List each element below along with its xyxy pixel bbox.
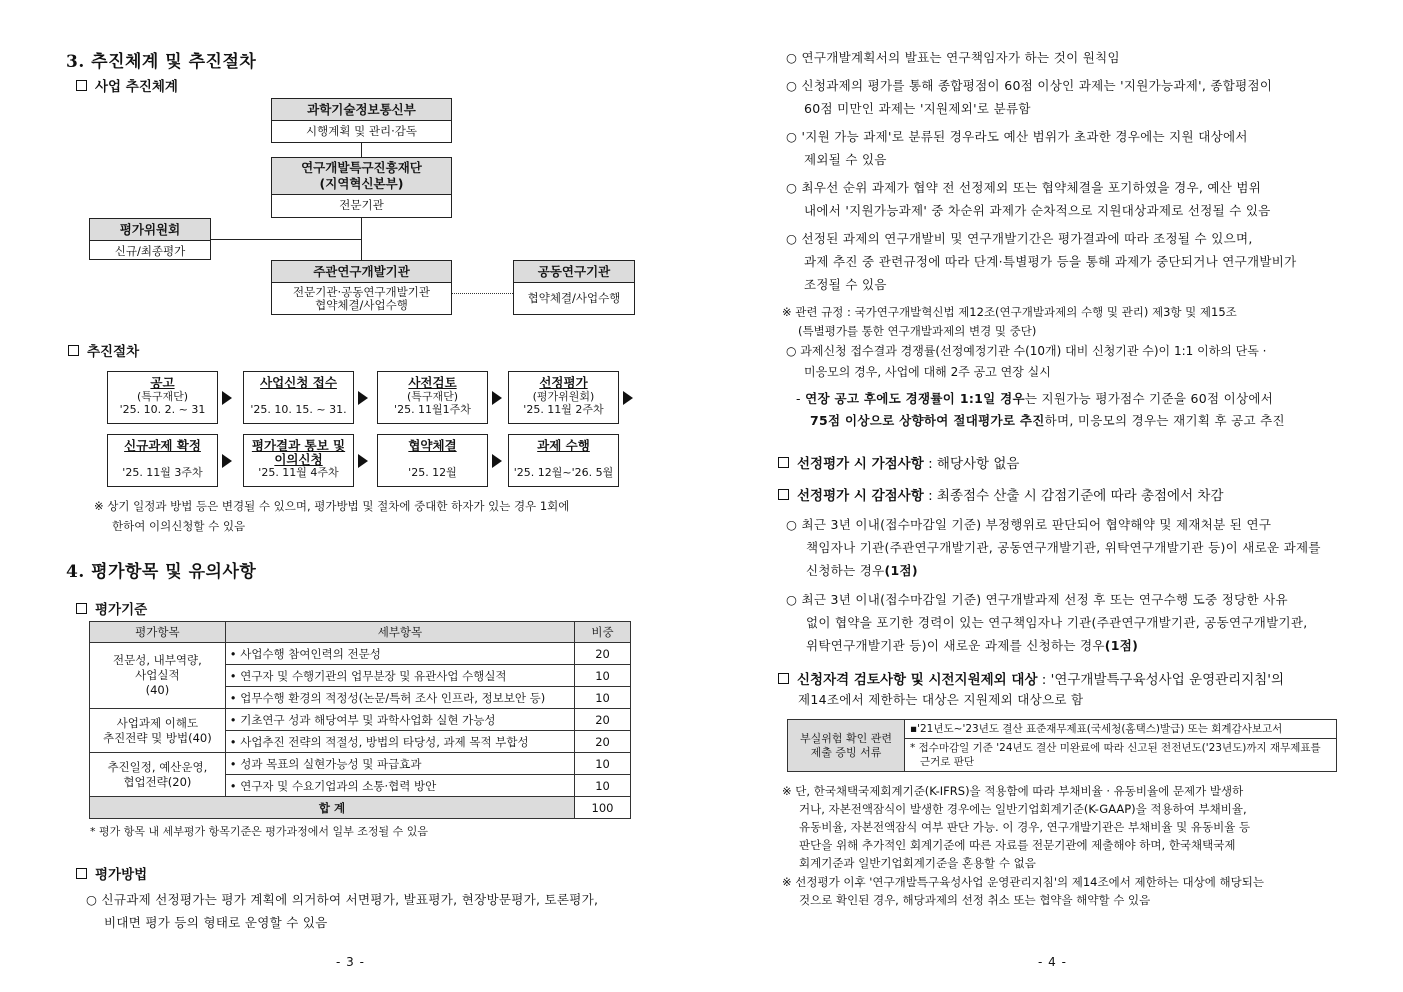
criteria-category (90, 643, 226, 709)
proc-note-cont: 한하여 이의신청할 수 있음 (112, 519, 246, 533)
org-box-lead-institution (271, 260, 452, 315)
eligibility-heading-title: 신청자격 검토사항 및 시전지원제외 대상 (797, 672, 1038, 688)
criteria-item: • 성과 목표의 실현가능성 및 파급효과 (225, 753, 574, 775)
process-step-owner (378, 453, 487, 466)
method-text-cont: 비대면 평가 등의 형태로 운영할 수 있음 (104, 915, 328, 930)
regulation-note: ※ 관련 규정 : 국가연구개발혁신법 제12조(연구개발과제의 수행 및 관리) 제3항 및 제15조 (782, 305, 1237, 319)
penalty-heading-title: 선정평가 시 감점사항 (797, 488, 924, 504)
bullet-text-cont: 조정될 수 있음 (804, 277, 887, 292)
process-step-owner (509, 453, 618, 466)
category-line: (40) (145, 683, 170, 697)
checkbox-square-icon (778, 489, 789, 500)
table-row (90, 709, 631, 731)
table-row (90, 753, 631, 775)
org-box-foundation (271, 157, 452, 218)
bonus-heading (778, 452, 1019, 472)
process-step-date: '25. 10. 15. ~ 31. (250, 403, 347, 416)
arrow-right-icon (222, 454, 232, 468)
checkbox-square-icon (76, 80, 87, 91)
org-box-body: 시행계획 및 관리·감독 (306, 124, 417, 138)
process-step (508, 371, 619, 424)
arrow-right-icon (222, 391, 232, 405)
process-step-date: '25. 11월 4주차 (258, 466, 339, 479)
bullet-text-cont (806, 559, 918, 582)
process-step (377, 434, 488, 487)
process-step (243, 371, 354, 424)
dash-text-cont (810, 409, 1285, 432)
process-step-date: '25. 12월~'26. 5월 (513, 466, 614, 479)
org-box-committee (89, 218, 211, 260)
process-step-title: 사업신청 접수 (260, 375, 337, 390)
bullet-text: ○ 신청과제의 평가를 통해 종합평점이 60점 이상인 과제는 '지원가능과제', 종합평점이 (786, 78, 1273, 93)
accounting-note-cont: 판단을 위해 추가적인 회계기준에 따른 자료를 전문기관에 제출해야 하며, 한국채택국제 (799, 838, 1236, 852)
process-step-title: 신규과제 확정 (124, 438, 201, 453)
category-line: 추진일정, 예산운영, (107, 759, 208, 774)
process-step-owner (108, 453, 217, 466)
process-step-title: 과제 수행 (537, 438, 590, 453)
dash-text-rest: 는 지원가능 평가점수 기준을 60점 이상에서 (1024, 391, 1274, 406)
criteria-category (90, 709, 226, 753)
accounting-note: ※ 단, 한국채택국제회계기준(K-IFRS)을 적용함에 따라 부채비율 · 유동비율에 문제가 발생하 (782, 784, 1244, 798)
proc-note: ※ 상기 일정과 방법 등은 변경될 수 있으며, 평가방법 및 절차에 중대한 하자가 있는 경우 1회에 (94, 499, 570, 513)
penalty-point: (1점) (884, 563, 918, 578)
process-step-title: 평가결과 통보 및 (251, 438, 346, 453)
criteria-heading (76, 598, 147, 618)
method-heading-text: 평가방법 (95, 867, 148, 883)
dash-text-rest: 하며, 미응모의 경우는 재기획 후 공고 추진 (1044, 413, 1285, 428)
criteria-weight: 10 (575, 775, 631, 797)
checkbox-square-icon (76, 603, 87, 614)
section-4-title: 4. 평가항목 및 유의사항 (66, 562, 257, 582)
bullet-text: ○ 최우선 순위 과제가 협약 전 선정제외 또는 협약체결을 포기하였을 경우, 예산 범위 (786, 180, 1262, 195)
arrow-right-icon (492, 391, 502, 405)
org-box-title: 공동연구기관 (514, 261, 634, 283)
org-box-body (272, 283, 451, 316)
criteria-heading-text: 평가기준 (95, 602, 148, 618)
bullet-text: ○ 과제신청 접수결과 경쟁률(선정예정기관 수(10개) 대비 신청기관 수)이 1:1 이하의 단독 · (786, 344, 1267, 358)
total-row (90, 797, 631, 819)
process-step-title: 사전검토 (408, 375, 457, 390)
total-value: 100 (575, 797, 631, 819)
criteria-weight: 10 (575, 687, 631, 709)
criteria-weight: 20 (575, 731, 631, 753)
criteria-note: * 평가 항목 내 세부평가 항목기준은 평가과정에서 일부 조정될 수 있음 (90, 825, 428, 838)
penalty-heading (778, 484, 1223, 504)
table-header-cell: 세부항목 (225, 622, 574, 643)
bullet-text-cont: 내에서 '지원가능과제' 중 차순위 과제가 순차적으로 지원대상과제로 선정될 수 있음 (804, 203, 1271, 218)
criteria-item: • 기초연구 성과 해당여부 및 과학사업화 실현 가능성 (225, 709, 574, 731)
method-text: ○ 신규과제 선정평가는 평가 계획에 의거하여 서면평가, 발표평가, 현장방문평가, 토론평가, (86, 892, 599, 907)
bullet-text-cont: 과제 추진 중 관련규정에 따라 단계·특별평가 등을 통해 과제가 중단되거나 연구개발비가 (804, 254, 1297, 269)
bullet-text: ○ 최근 3년 이내(접수마감일 기준) 연구개발과제 선정 후 또는 연구수행 도중 정당한 사유 (786, 592, 1288, 607)
arrow-right-icon (358, 454, 368, 468)
bullet-text-rest: 위탁연구개발기관 등)이 새로운 과제를 신청하는 경우 (806, 638, 1105, 653)
process-step-date: '25. 11월1주차 (394, 403, 471, 416)
process-step-title: 공고 (150, 375, 175, 390)
penalty-heading-rest: : 최종점수 산출 시 감점기준에 따라 총점에서 차감 (923, 488, 1224, 504)
process-step (508, 434, 619, 487)
penalty-point: (1점) (1104, 638, 1139, 653)
regulation-note-cont: (특별평가를 통한 연구개발과제의 변경 및 중단) (798, 324, 1037, 338)
criteria-weight: 10 (575, 665, 631, 687)
criteria-item: • 연구자 및 수행기관의 업무분장 및 유관사업 수행실적 (225, 665, 574, 687)
total-label: 합 계 (90, 797, 575, 819)
eligibility-heading-rest: : '연구개발특구육성사업 운영관리지침'의 (1037, 672, 1285, 688)
org-box-title (272, 158, 451, 195)
bullet-text-cont: 책임자나 기관(주관연구개발기관, 공동연구개발기관, 위탁연구개발기관 등)이 새로운 과제를 (806, 540, 1321, 555)
bullet-text: ○ 선정된 과제의 연구개발비 및 연구개발기간은 평가결과에 따라 조정될 수 있으며, (786, 231, 1253, 246)
dash-text (796, 387, 1273, 410)
criteria-item: • 업무수행 환경의 적정성(논문/특허 조사 인프라, 정보보안 등) (225, 687, 574, 709)
bullet-text-cont: 없이 협약을 포기한 경력이 있는 연구책임자나 기관(주관연구개발기관, 공동연구개발기관, (806, 615, 1308, 630)
section-3-title: 3. 추진체계 및 추진절차 (66, 52, 257, 72)
cancellation-note: ※ 선정평가 이후 '연구개발특구육성사업 운영관리지침'의 제14조에서 제한하는 대상에 해당되는 (782, 875, 1264, 889)
bullet-text: ○ 최근 3년 이내(접수마감일 기준) 부정행위로 판단되어 협약해약 및 제재처분 된 연구 (786, 517, 1272, 532)
method-heading (76, 863, 147, 883)
bonus-heading-rest: : 해당사항 없음 (923, 456, 1020, 472)
category-line: 추진전략 및 방법(40) (103, 730, 212, 745)
org-box-body: 협약체결/사업수행 (527, 291, 621, 305)
bullet-text-cont (806, 634, 1138, 657)
risk-doc-row (905, 739, 1337, 772)
bullet-text-cont: 미응모의 경우, 사업에 대해 2주 공고 연장 실시 (804, 365, 1051, 379)
arrow-right-icon (358, 391, 368, 405)
page-3 (0, 0, 700, 992)
process-step-owner: (평가위원회) (532, 390, 595, 403)
category-line: 사업실적 (135, 668, 180, 682)
org-heading (76, 75, 178, 95)
bullet-text: ○ 연구개발계획서의 발표는 연구책임자가 하는 것이 원칙임 (786, 50, 1120, 65)
dash-mark: - (796, 391, 806, 406)
process-step (107, 434, 218, 487)
accounting-note-cont: 거나, 자본전액잠식이 발생한 경우에는 일반기업회계기준(K-GAAP)을 적용하여 부채비율, (799, 802, 1247, 816)
process-step-owner (244, 390, 353, 403)
org-box-body: 신규/최종평가 (114, 244, 186, 258)
risk-label-line: 제출 증빙 서류 (810, 745, 882, 759)
process-step-owner: 이의신청 (274, 452, 323, 467)
risk-doc-label (788, 720, 905, 772)
process-step-date: '25. 11월 2주차 (523, 403, 604, 416)
risk-doc-row: ▪'21년도~'23년도 결산 표준재무제표(국세청(홈택스)발급) 또는 회계감사보고서 (905, 720, 1337, 739)
criteria-item: • 사업추진 전략의 적절성, 방법의 타당성, 과제 목적 부합성 (225, 731, 574, 753)
process-step-title: 선정평가 (539, 375, 588, 390)
criteria-weight: 20 (575, 643, 631, 665)
bullet-text-rest: 신청하는 경우 (806, 563, 885, 578)
process-step-title: 협약체결 (408, 438, 457, 453)
org-body-line: 협약체결/사업수행 (315, 298, 408, 312)
criteria-weight: 20 (575, 709, 631, 731)
criteria-weight: 10 (575, 753, 631, 775)
checkbox-square-icon (68, 345, 79, 356)
process-step (377, 371, 488, 424)
org-box-body: 전문기관 (339, 198, 384, 212)
criteria-item: • 연구자 및 수요기업과의 소통·협력 방안 (225, 775, 574, 797)
eligibility-text-cont: 제14조에서 제한하는 대상은 지원제외 대상으로 함 (798, 692, 1084, 707)
category-line: 전문성, 내부역량, (113, 653, 202, 667)
arrow-right-icon (492, 454, 502, 468)
category-line: 사업과제 이해도 (116, 715, 199, 730)
table-row (90, 643, 631, 665)
org-title-line: 연구개발특구진흥재단 (301, 160, 422, 175)
emphasis-text: 연장 공고 후에도 경쟁률이 1:1일 경우 (805, 391, 1025, 406)
page-4 (702, 0, 1403, 992)
risk-label-line: 부실위험 확인 관련 (799, 731, 892, 745)
emphasis-text: 75점 이상으로 상향하여 절대평가로 추진 (810, 413, 1045, 428)
criteria-category (90, 753, 226, 797)
category-line: 협업전략(20) (123, 774, 192, 789)
page-number: - 3 - (336, 955, 365, 969)
risk-doc-line: * 접수마감일 기준 '24년도 결산 미완료에 따라 신고된 전전년도('23년도)까지 재무제표를 (910, 742, 1321, 754)
bullet-text: ○ '지원 가능 과제'로 분류된 경우라도 예산 범위가 초과한 경우에는 지원 대상에서 (786, 129, 1248, 144)
connector-line (361, 142, 362, 158)
dotted-connector (452, 293, 513, 294)
accounting-note-cont: 회계기준과 일반기업회계기준을 혼용할 수 없음 (799, 856, 1036, 870)
org-box-title: 과학기술정보통신부 (272, 99, 451, 121)
process-step (107, 371, 218, 424)
risk-doc-line: 근거로 판단 (920, 756, 975, 768)
checkbox-square-icon (778, 673, 789, 684)
eligibility-heading (778, 668, 1284, 688)
org-box-title: 주관연구개발기관 (272, 261, 451, 283)
process-step (243, 434, 354, 487)
org-box-joint-institution (513, 260, 635, 315)
org-title-line: (지역혁신본부) (319, 176, 404, 191)
bullet-text-cont: 60점 미만인 과제는 '지원제외'로 분류함 (804, 101, 1031, 116)
cancellation-note-cont: 것으로 확인된 경우, 해당과제의 선정 취소 또는 협약을 해약할 수 있음 (799, 893, 1151, 907)
checkbox-square-icon (76, 868, 87, 879)
process-step-date: '25. 12월 (408, 466, 457, 479)
process-step-owner: (특구재단) (136, 390, 189, 403)
proc-heading (68, 340, 139, 360)
table-header-cell: 비중 (575, 622, 631, 643)
criteria-table (89, 621, 631, 819)
process-step-date: '25. 11월 3주차 (122, 466, 203, 479)
process-step-owner: (특구재단) (406, 390, 459, 403)
proc-heading-text: 추진절차 (87, 344, 140, 360)
risk-doc-table (787, 719, 1337, 772)
process-step-date: '25. 10. 2. ~ 31 (119, 403, 206, 416)
checkbox-square-icon (778, 457, 789, 468)
accounting-note-cont: 유동비율, 자본전액잠식 여부 판단 가능. 이 경우, 연구개발기관은 부채비율 및 유동비율 등 (799, 820, 1251, 834)
org-body-line: 전문기관·공동연구개발기관 (293, 285, 430, 299)
org-heading-text: 사업 추진체계 (95, 79, 178, 95)
criteria-item: • 사업수행 참여인력의 전문성 (225, 643, 574, 665)
org-box-title: 평가위원회 (90, 219, 210, 241)
connector-line (211, 239, 362, 240)
arrow-right-icon (623, 391, 633, 405)
table-header-cell: 평가항목 (90, 622, 226, 643)
page-number: - 4 - (1038, 955, 1067, 969)
bonus-heading-title: 선정평가 시 가점사항 (797, 456, 924, 472)
org-box-msit (271, 98, 452, 143)
bullet-text-cont: 제외될 수 있음 (804, 152, 887, 167)
